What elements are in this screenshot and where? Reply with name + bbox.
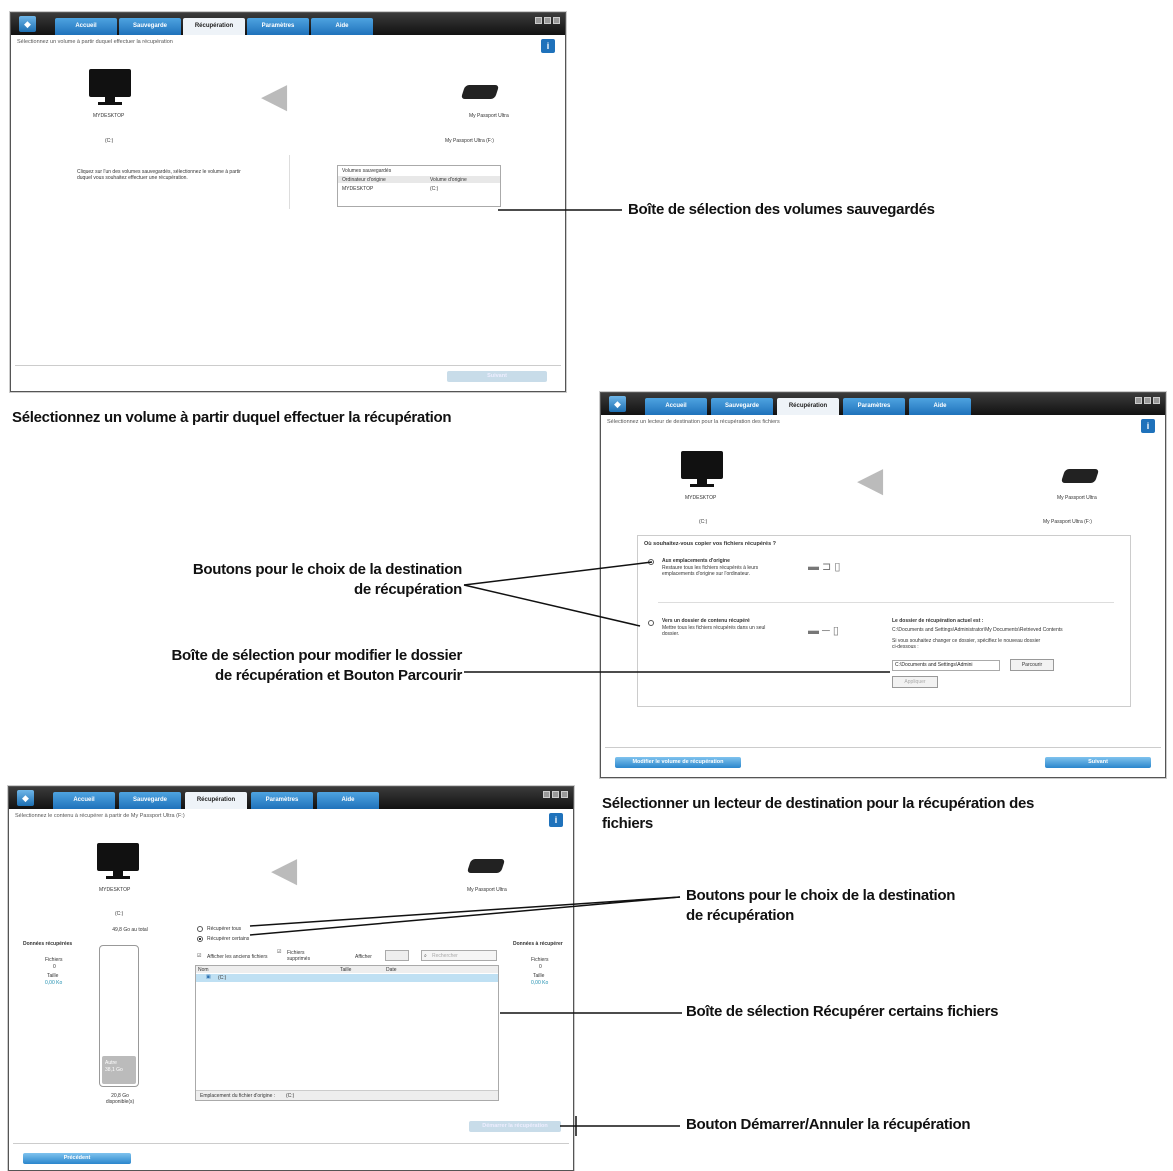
wd-logo-icon: ◆ — [609, 396, 626, 412]
annotation-line2: de récupération et Bouton Parcourir — [214, 667, 462, 684]
wd-logo-icon: ◆ — [17, 790, 34, 806]
origin-value: (C:) — [286, 1093, 295, 1099]
leader-line-radio2 — [464, 585, 640, 626]
tab-parametres[interactable]: Paramètres — [843, 398, 905, 415]
annotation-file-select-box: Boîte de sélection Récupérer certains fichiers — [686, 1003, 999, 1020]
tab-aide[interactable]: Aide — [317, 792, 379, 809]
option2-title: Vers un dossier de contenu récupéré — [662, 618, 750, 624]
tab-parametres[interactable]: Paramètres — [251, 792, 313, 809]
tab-accueil[interactable]: Accueil — [53, 792, 115, 809]
search-placeholder: Rechercher — [432, 953, 458, 959]
row-name: (C:) — [218, 975, 227, 981]
option1-title: Aux emplacements d'origine — [662, 558, 730, 564]
files-value-right: 0 — [539, 964, 542, 970]
col-size: Taille — [340, 967, 352, 973]
tab-aide[interactable]: Aide — [311, 18, 373, 35]
computer-name: MYDESKTOP — [93, 113, 125, 119]
files-label-right: Fichiers — [531, 957, 549, 963]
tab-recuperation[interactable]: Récupération — [777, 398, 839, 415]
start-retrieval-button[interactable]: Démarrer la récupération — [469, 1121, 561, 1132]
recovered-data-title: Données récupérées — [23, 941, 73, 947]
folder-icon: ▣ — [206, 974, 211, 980]
folder-tree-icon: ▬ ⊐ ▯ — [808, 561, 841, 573]
leader-line-radio1 — [464, 562, 652, 585]
tab-recuperation[interactable]: Récupération — [183, 18, 245, 35]
volumes-box-title: Volumes sauvegardés — [342, 168, 392, 174]
drive-volume: My Passport Ultra (F:) — [445, 138, 494, 144]
previous-button[interactable]: Précédent — [23, 1153, 131, 1164]
arrow-left-icon: ◀ — [261, 77, 288, 115]
tab-accueil[interactable]: Accueil — [645, 398, 707, 415]
size-value-left: 0,00 Ko — [45, 980, 63, 986]
size-label-left: Taille — [47, 973, 59, 979]
checkbox-deleted-label: Fichiers supprimés — [287, 950, 311, 962]
next-button[interactable]: Suivant — [1045, 757, 1151, 768]
radio-retrieve-some-label: Récupérer certains — [207, 936, 250, 942]
radio-retrieve-all-label: Récupérer tous — [207, 926, 242, 932]
size-value-right: 0,00 Ko — [531, 980, 549, 986]
change-hint: Si vous souhaitez changer ce dossier, spécifiez le nouveau dossier ci-dessous : — [892, 638, 1041, 650]
view-label: Afficher — [355, 954, 372, 960]
annotation-line1: Boîte de sélection pour modifier le dossier — [171, 647, 462, 664]
computer-volume: (C:) — [105, 138, 114, 144]
col-computer: Ordinateur d'origine — [342, 177, 386, 183]
annotation-start-cancel: Bouton Démarrer/Annuler la récupération — [686, 1116, 971, 1133]
size-label-right: Taille — [533, 973, 545, 979]
col-volume: Volume d'origine — [430, 177, 467, 183]
caption-1-text: Sélectionnez un volume à partir duquel effectuer la récupération — [12, 409, 452, 426]
page-subtitle: Sélectionnez un lecteur de destination pour la récupération des fichiers — [607, 419, 780, 425]
files-label-left: Fichiers — [45, 957, 63, 963]
change-volume-button[interactable]: Modifier le volume de récupération — [615, 757, 741, 768]
tab-accueil[interactable]: Accueil — [55, 18, 117, 35]
browse-button[interactable]: Parcourir — [1010, 659, 1054, 671]
computer-name: MYDESKTOP — [99, 887, 131, 893]
drive-volume: My Passport Ultra (F:) — [1043, 519, 1092, 525]
drive-name: My Passport Ultra — [1057, 495, 1097, 501]
other-value: 38,1 Go — [105, 1067, 123, 1073]
current-folder-label: Le dossier de récupération actuel est : — [892, 618, 984, 624]
arrow-left-icon: ◀ — [271, 851, 298, 889]
next-button[interactable]: Suivant — [447, 371, 547, 382]
annotation-line2: de récupération — [353, 581, 462, 598]
computer-name: MYDESKTOP — [685, 495, 717, 501]
destination-question: Où souhaitez-vous copier vos fichiers récupérés ? — [644, 541, 777, 547]
page-subtitle: Sélectionnez le contenu à récupérer à partir de My Passport Ultra (F:) — [15, 813, 185, 819]
to-retrieve-title: Données à récupérer — [513, 941, 563, 947]
row-volume[interactable]: (C:) — [430, 186, 439, 192]
info-icon[interactable]: i — [1141, 419, 1155, 433]
total-size: 49,8 Go au total — [112, 927, 148, 933]
wd-logo-icon: ◆ — [19, 16, 36, 32]
apply-button[interactable]: Appliquer — [892, 676, 938, 688]
leader-line-radio-some — [250, 897, 680, 935]
annotation-line1: Boutons pour le choix de la destination — [192, 561, 462, 578]
other-label: Autre — [105, 1060, 117, 1066]
checkbox-deleted[interactable]: ☑ — [277, 949, 282, 955]
info-icon[interactable]: i — [549, 813, 563, 827]
leader-line-radio-all — [250, 897, 680, 926]
search-icon: ⌕ — [424, 953, 427, 959]
checkbox-old-files-label: Afficher les anciens fichiers — [207, 954, 268, 960]
tab-aide[interactable]: Aide — [909, 398, 971, 415]
option1-desc: Restaure tous les fichiers récupérés à leurs emplacements d'origine sur l'ordinateur. — [662, 565, 759, 577]
computer-volume: (C:) — [699, 519, 708, 525]
instructions-text: Cliquez sur l'un des volumes sauvegardés, sélectionnez le volume à partir duquel vous souhaitez effectuer une récupération. — [77, 169, 241, 181]
origin-label: Emplacement du fichier d'origine : — [200, 1093, 276, 1099]
page-subtitle: Sélectionnez un volume à partir duquel effectuer la récupération — [17, 39, 173, 45]
annotation-volumes-box: Boîte de sélection des volumes sauvegardés — [628, 201, 935, 218]
tab-sauvegarde[interactable]: Sauvegarde — [119, 792, 181, 809]
available-space: 20,8 Go disponible(s) — [105, 1093, 135, 1105]
current-folder-path: C:\Documents and Settings\Administrator\My Documents\Retrieved Contents — [892, 627, 1063, 633]
computer-volume: (C:) — [115, 911, 124, 917]
annotation-line2: de récupération — [686, 907, 795, 924]
caption-2-text: Sélectionner un lecteur de destination pour la récupération des fichiers — [602, 795, 1035, 832]
folder-path-input[interactable]: C:\Documents and Settings\Admini — [892, 660, 1000, 671]
drive-name: My Passport Ultra — [469, 113, 509, 119]
tab-parametres[interactable]: Paramètres — [247, 18, 309, 35]
tab-sauvegarde[interactable]: Sauvegarde — [119, 18, 181, 35]
single-folder-icon: ▬ ─ ▯ — [808, 625, 839, 637]
annotation-line1: Boutons pour le choix de la destination — [686, 887, 956, 904]
checkbox-old-files[interactable]: ☑ — [197, 953, 202, 959]
tab-sauvegarde[interactable]: Sauvegarde — [711, 398, 773, 415]
drive-name: My Passport Ultra — [467, 887, 507, 893]
col-name: Nom — [198, 967, 209, 973]
option2-desc: Mettre tous les fichiers récupérés dans un seul dossier. — [662, 625, 766, 637]
info-icon[interactable]: i — [541, 39, 555, 53]
row-computer[interactable]: MYDESKTOP — [342, 186, 374, 192]
col-date: Date — [386, 967, 397, 973]
files-value-left: 0 — [53, 964, 56, 970]
arrow-left-icon: ◀ — [857, 461, 884, 499]
tab-recuperation[interactable]: Récupération — [185, 792, 247, 809]
